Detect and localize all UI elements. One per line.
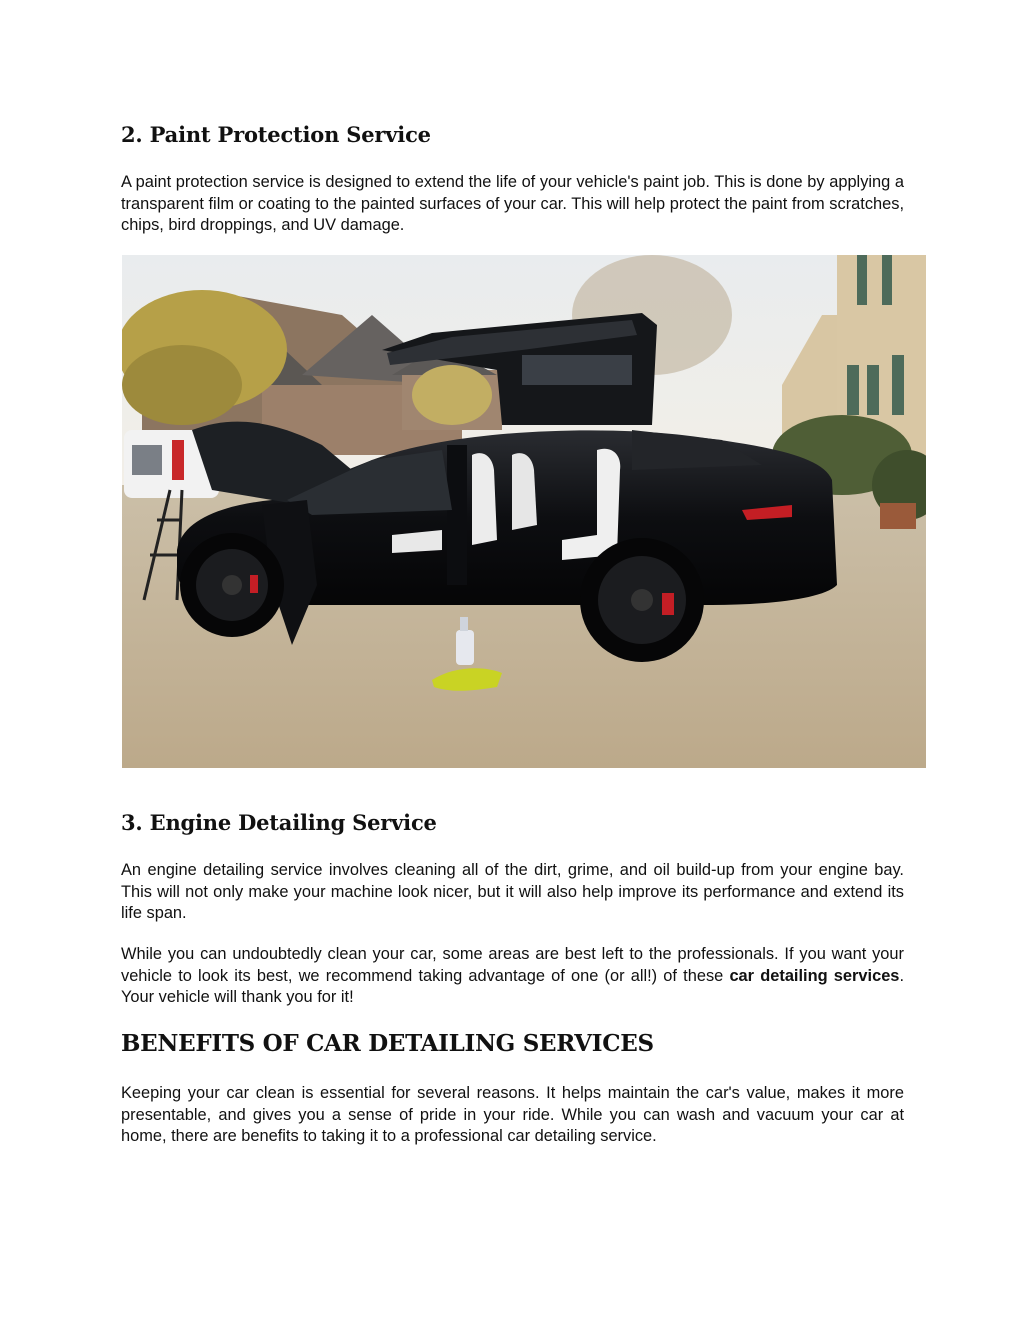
closing-text-after: . Your vehicle will thank you for it! — [121, 966, 904, 1006]
paragraph-closing — [121, 944, 904, 1009]
section-heading-benefits: BENEFITS OF CAR DETAILING SERVICES — [121, 1030, 654, 1057]
paragraph-engine-detailing: An engine detailing service involves cleaning all of the dirt, grime, and oil build-up from your engine bay. This will not only make your machine look nicer, but it will also help improve its performance and extend its life span. — [121, 861, 904, 922]
car-detailing-services-emphasis: car detailing services — [729, 966, 900, 985]
car-photo-illustration — [122, 255, 926, 768]
section-heading-engine-detailing: 3. Engine Detailing Service — [121, 810, 437, 835]
paragraph-paint-protection: A paint protection service is designed to extend the life of your vehicle's paint job. This is done by applying a transparent film or coating to the painted surfaces of your car. This will help protect the paint from scratches, chips, bird droppings, and UV damage. — [121, 173, 904, 234]
section-heading-paint-protection: 2. Paint Protection Service — [121, 122, 431, 147]
closing-text-before: While you can undoubtedly clean your car, some areas are best left to the professionals. If you want your vehicle to look its best, we recommend taking advantage of one (or all!) of these — [121, 945, 904, 985]
car-photo — [122, 255, 926, 768]
paragraph-benefits: Keeping your car clean is essential for several reasons. It helps maintain the car's value, makes it more presentable, and gives you a sense of pride in your ride. While you can wash and vacuum your car at home, there are benefits to taking it to a professional car detailing service. — [121, 1084, 904, 1145]
